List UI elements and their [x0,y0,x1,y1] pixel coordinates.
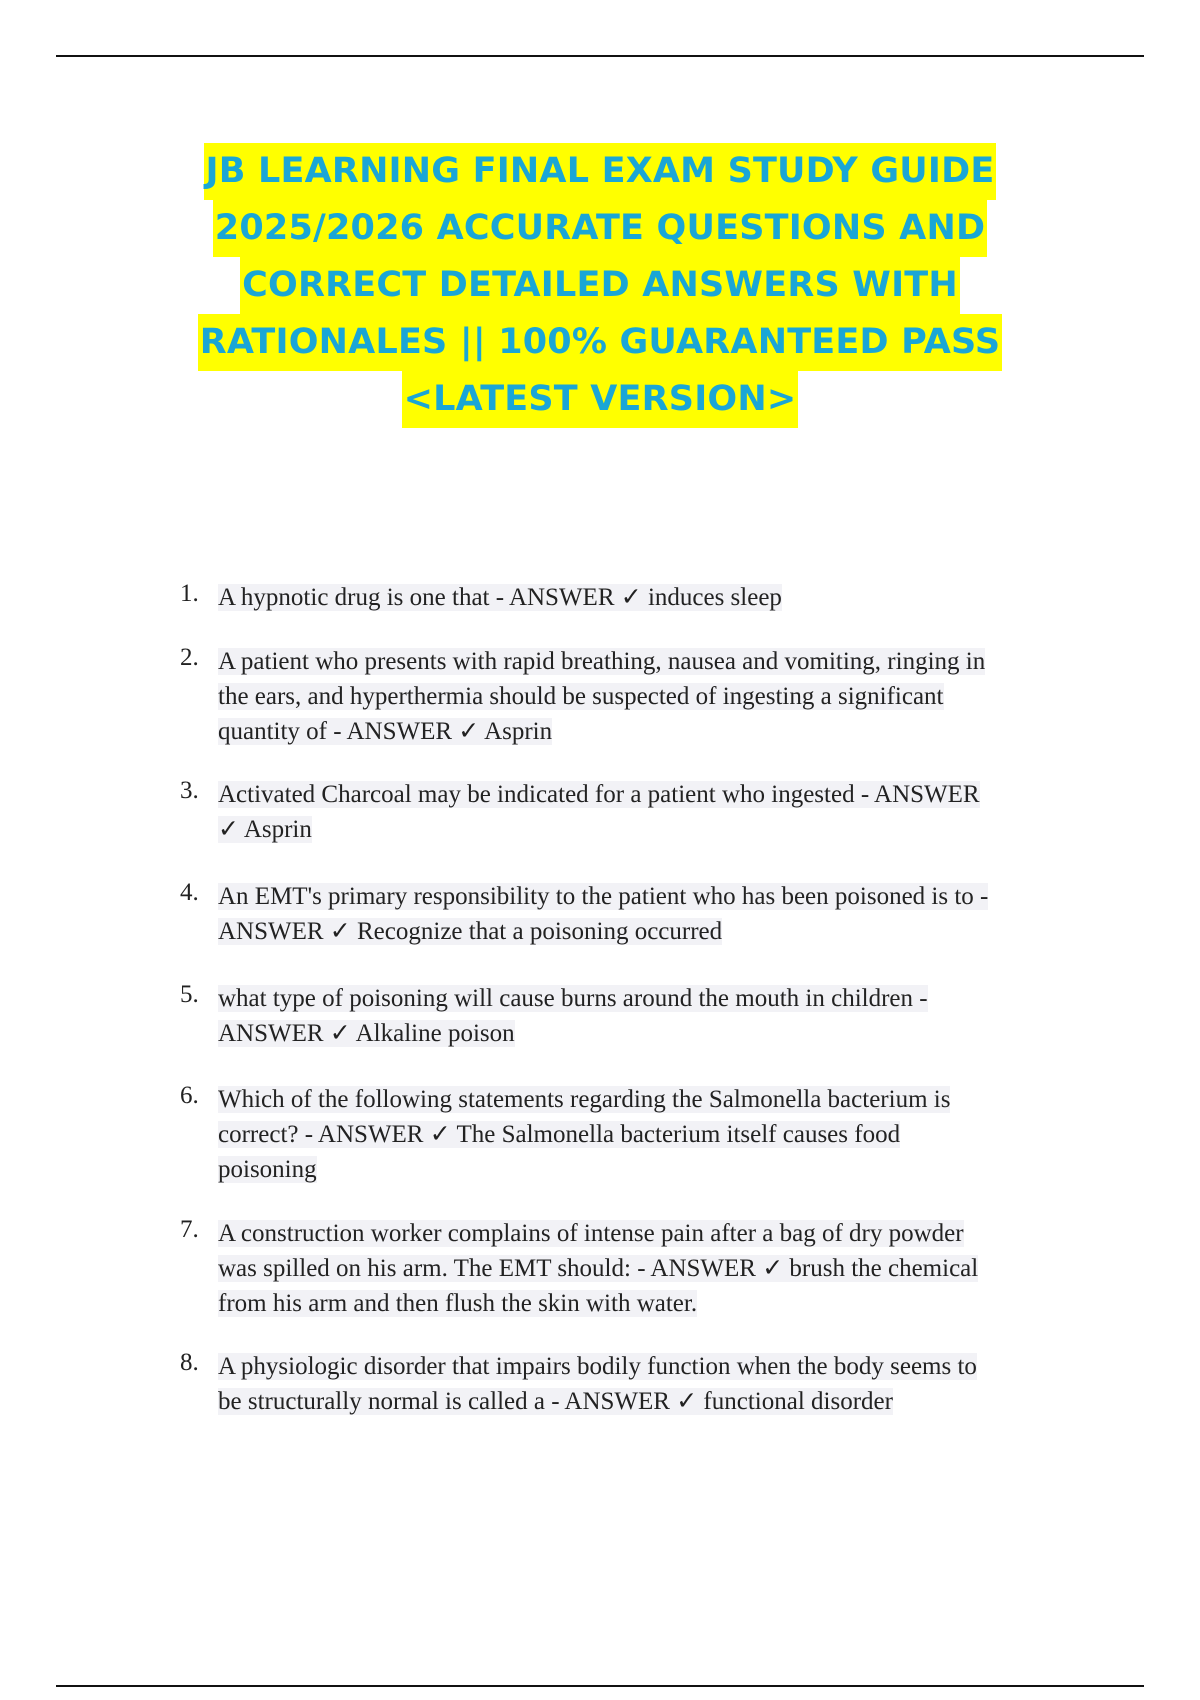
item-text-line: be structurally normal is called a - ANSWER ✓ functional disorder [218,1388,893,1415]
title-line: 2025/2026 ACCURATE QUESTIONS AND [213,200,987,257]
item-text-line: A physiologic disorder that impairs bodily function when the body seems to [218,1353,977,1380]
item-text-line: A construction worker complains of intense pain after a bag of dry powder [218,1220,964,1247]
title-line: CORRECT DETAILED ANSWERS WITH [240,257,960,314]
item-text-line: Activated Charcoal may be indicated for a patient who ingested - ANSWER [218,781,980,808]
item-text-line: A hypnotic drug is one that - ANSWER ✓ induces sleep [218,584,782,611]
item-number: 2. [180,644,199,671]
title-line: RATIONALES || 100% GUARANTEED PASS [198,314,1003,371]
item-text-line: correct? - ANSWER ✓ The Salmonella bacterium itself causes food [218,1121,901,1148]
document-title [0,143,1200,428]
item-text-line: An EMT's primary responsibility to the patient who has been poisoned is to - [218,883,989,910]
item-text-line: what type of poisoning will cause burns around the mouth in children - [218,985,928,1012]
item-text-line: ANSWER ✓ Alkaline poison [218,1020,515,1047]
item-text-line: A patient who presents with rapid breathing, nausea and vomiting, ringing in [218,648,986,675]
item-number: 5. [180,981,199,1008]
item-text-line: ANSWER ✓ Recognize that a poisoning occurred [218,918,723,945]
item-number: 7. [180,1216,199,1243]
bottom-rule [56,1685,1144,1687]
item-text-line: quantity of - ANSWER ✓ Asprin [218,718,553,745]
item-number: 3. [180,777,199,804]
item-number: 1. [180,580,199,607]
title-line: JB LEARNING FINAL EXAM STUDY GUIDE [204,143,997,200]
item-text-line: was spilled on his arm. The EMT should: - ANSWER ✓ brush the chemical [218,1255,979,1282]
item-text-line: the ears, and hyperthermia should be suspected of ingesting a significant [218,683,944,710]
item-text-line: poisoning [218,1156,317,1183]
item-number: 8. [180,1349,199,1376]
item-number: 4. [180,879,199,906]
item-text-line: from his arm and then flush the skin with water. [218,1290,698,1317]
item-number: 6. [180,1082,199,1109]
item-text-line: Which of the following statements regarding the Salmonella bacterium is [218,1086,951,1113]
top-rule [56,55,1144,57]
item-text-line: ✓ Asprin [218,816,312,843]
title-line: <LATEST VERSION> [402,371,799,428]
